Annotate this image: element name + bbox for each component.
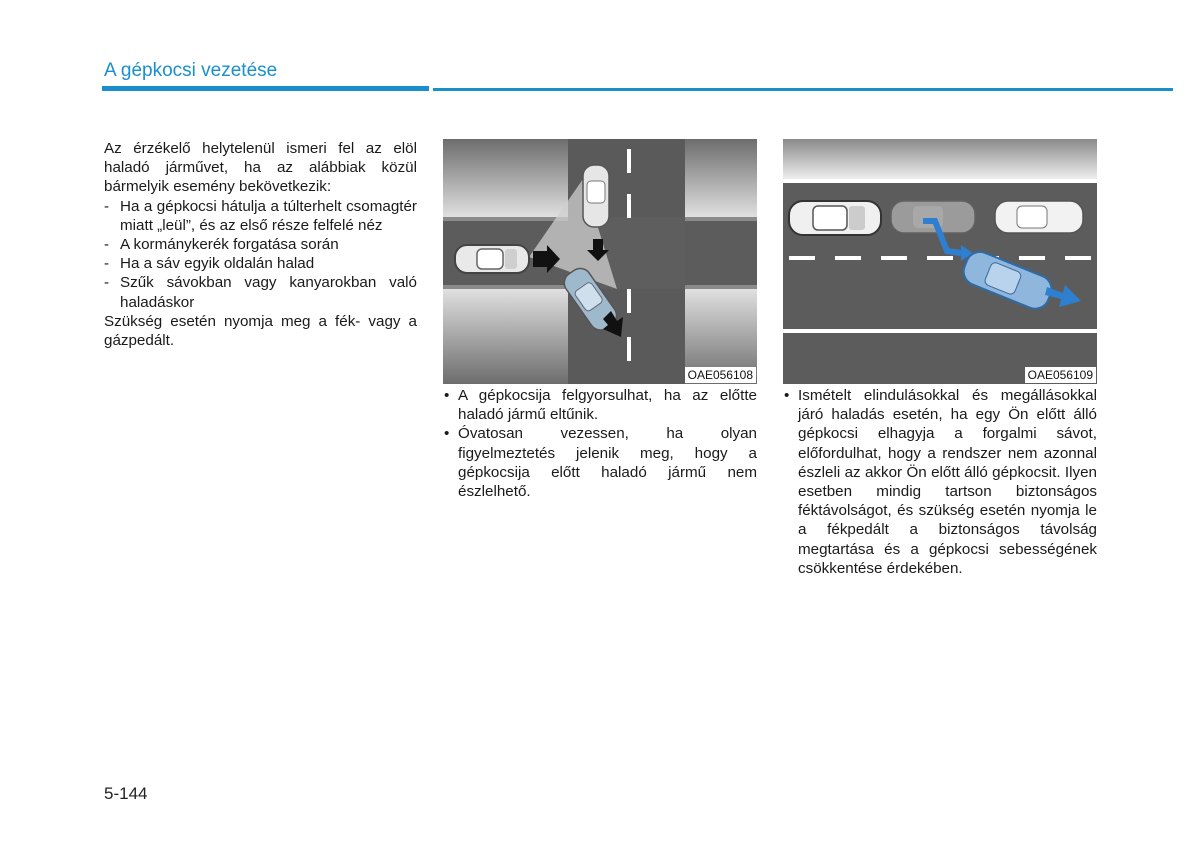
figure-code: OAE056108 bbox=[685, 367, 756, 383]
car-ego bbox=[789, 201, 881, 235]
list-item-text: Ha a gépkocsi hátulja a túlterhelt csomagtér miatt „leül”, és az első része felfelé néz bbox=[120, 197, 417, 234]
list-item bbox=[104, 273, 417, 311]
bullet-marker: • bbox=[784, 387, 790, 404]
outro-paragraph: Szükség esetén nyomja meg a fék- vagy a gázpedált. bbox=[104, 312, 417, 350]
dash-marker: - bbox=[104, 236, 110, 254]
figure2-text-column bbox=[784, 386, 1097, 578]
figure-intersection bbox=[443, 139, 757, 384]
left-text-column bbox=[104, 139, 417, 350]
list-item-text: A gépkocsija felgyorsulhat, ha az előtte haladó jármű eltűnik. bbox=[458, 387, 757, 424]
page-number: 5-144 bbox=[104, 784, 148, 803]
list-item-text: Szűk sávokban vagy kanyarokban való haladáskor bbox=[120, 274, 417, 311]
list-item-text: A kormánykerék forgatása során bbox=[120, 236, 339, 254]
header-rule-thick bbox=[102, 86, 429, 91]
car-ahead bbox=[583, 165, 609, 227]
list-item-text: Ha a sáv egyik oldalán halad bbox=[120, 255, 315, 273]
bullet-marker: • bbox=[444, 387, 450, 404]
dash-marker: - bbox=[104, 255, 110, 273]
list-item-text: Ismételt elindulásokkal és megállásokkal járó haladás esetén, ha egy Ön előtt álló gépkocsi elhagyja a forgalmi sávot, előfordulhat, hogy a rendszer nem azonnal észleli az akkor Ön előtt álló gépkocsit. Ilyen esetben mindig tartson biztonságos féktávolságot, és szükség esetén nyomja le a fékpedált a biztonságos távolság megtartása és a gépkocsi sebességének csökkentése érdekében. bbox=[798, 387, 1097, 577]
section-title: A gépkocsi vezetése bbox=[104, 60, 278, 81]
figure-lane-change bbox=[783, 139, 1097, 384]
bullet-marker: • bbox=[444, 425, 450, 443]
car-front bbox=[995, 201, 1083, 233]
figure-code: OAE056109 bbox=[1025, 367, 1096, 383]
lane-change-illustration bbox=[783, 139, 1097, 384]
intersection-illustration bbox=[443, 139, 757, 384]
header-rule-thin bbox=[433, 88, 1173, 91]
intro-paragraph: Az érzékelő helytelenül ismeri fel az elöl haladó járművet, ha az alábbiak közül bármelyik esemény bekövetkezik: bbox=[104, 140, 417, 196]
dash-marker: - bbox=[104, 197, 110, 215]
list-item bbox=[444, 386, 757, 424]
car-ghost bbox=[891, 201, 975, 233]
list-item-text: Óvatosan vezessen, ha olyan figyelmeztetés jelenik meg, hogy a gépkocsija előtt haladó jármű nem észlelhető. bbox=[458, 425, 757, 501]
list-item bbox=[444, 424, 757, 501]
dash-marker: - bbox=[104, 274, 110, 292]
list-item bbox=[104, 235, 417, 254]
list-item bbox=[104, 254, 417, 273]
list-item bbox=[104, 197, 417, 235]
list-item bbox=[784, 386, 1097, 578]
figure1-text-column bbox=[444, 386, 757, 501]
car-ego bbox=[455, 245, 529, 273]
